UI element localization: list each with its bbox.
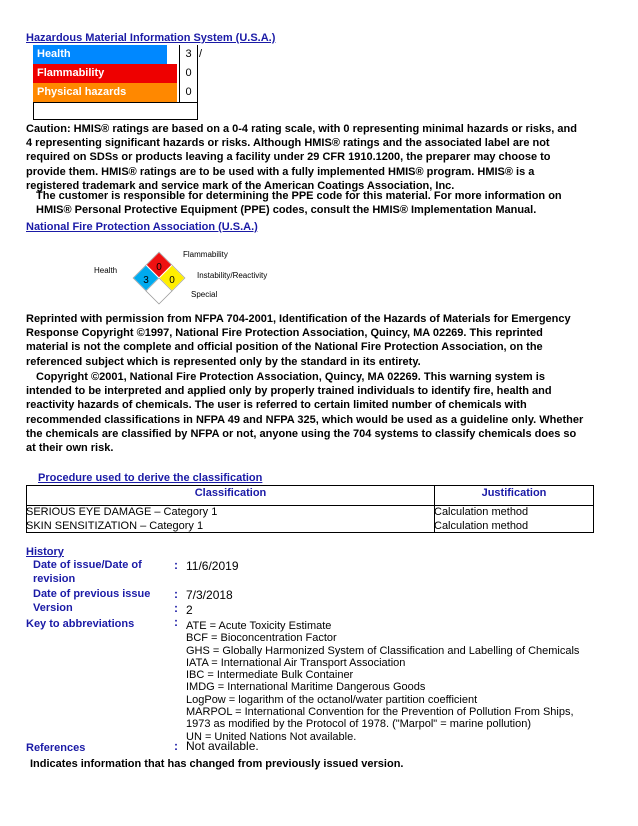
abbr-item: ATE = Acute Toxicity Estimate (186, 620, 332, 632)
hmis-slash: / (199, 48, 203, 60)
hmis-row-health (33, 45, 203, 64)
nfpa-health-value: 3 (143, 275, 149, 286)
abbr-item: IBC = Intermediate Bulk Container (186, 669, 354, 682)
prev-issue-value: 7/3/2018 (186, 588, 233, 602)
version-label: Version (33, 602, 73, 614)
hmis-label-flammability: Flammability (33, 64, 177, 83)
references-value: Not available. (186, 739, 259, 753)
hmis-value-column (179, 45, 198, 102)
changed-info-note: Indicates information that has changed from previously issued version. (30, 758, 404, 770)
hmis-label-health: Health (33, 45, 167, 64)
hmis-value-health: 3 (185, 48, 192, 60)
classification-row-1: SERIOUS EYE DAMAGE – Category 1 (26, 506, 218, 518)
nfpa-heading[interactable]: National Fire Protection Association (U.S.A.) (26, 221, 258, 233)
nfpa-label-flammability: Flammability (183, 250, 228, 259)
abbr-item: LogPow = logarithm of the octanol/water partition coefficient (186, 693, 478, 706)
version-value: 2 (186, 603, 193, 617)
hmis-divider (33, 102, 198, 103)
prev-issue-label: Date of previous issue (33, 588, 151, 600)
hmis-row-flammability (33, 64, 197, 83)
date-issue-label: Date of issue/Date of revision (33, 559, 142, 585)
hmis-ppe-box (33, 102, 198, 120)
references-colon: : (174, 739, 178, 753)
prev-issue-colon: : (174, 587, 178, 601)
justification-row-1: Calculation method (434, 506, 529, 518)
abbr-item: UN = United Nations Not available. (186, 730, 357, 743)
nfpa-label-special: Special (191, 290, 218, 299)
abbr-label: Key to abbreviations (26, 618, 135, 630)
col-header-justification: Justification (481, 487, 547, 499)
date-issue-colon: : (174, 558, 178, 572)
abbr-item: IATA = International Air Transport Association (186, 656, 406, 669)
date-issue-value: 11/6/2019 (186, 559, 239, 573)
procedure-heading[interactable]: Procedure used to derive the classification (38, 472, 263, 484)
abbr-item: MARPOL = International Convention for the Prevention of Pollution From Ships, 1973 as modified by the Protocol of 1978. ("Marpol" = marine pollution) (186, 706, 574, 731)
nfpa-label-instability: Instability/Reactivity (197, 271, 268, 280)
abbr-item: BCF = Bioconcentration Factor (186, 632, 337, 645)
nfpa-diamond-icon (131, 250, 187, 306)
abbr-item: IMDG = International Maritime Dangerous Goods (186, 681, 426, 694)
hmis-value-physical: 0 (185, 86, 192, 98)
classification-row-2: SKIN SENSITIZATION – Category 1 (26, 520, 204, 532)
version-colon: : (174, 601, 178, 615)
hmis-value-flammability: 0 (185, 67, 192, 79)
nfpa-reprinted: Reprinted with permission from NFPA 704-2001, Identification of the Hazards of Materials for Emergency Response Copyright ©1997, National Fire Protection Association, Quincy, MA 02269. This reprinted material is not the complete and official position of the National Fire Protection Association, on the referenced subject which is represented only by the standard in its entirety. (26, 313, 571, 368)
abbr-item: GHS = Globally Harmonized System of Classification and Labelling of Chemicals (186, 644, 580, 657)
hmis-row-physical (33, 83, 197, 102)
hmis-caution: Caution: HMIS® ratings are based on a 0-4 rating scale, with 0 representing minimal hazards or risks, and 4 representing significant hazards or risks. Although HMIS® ratings and the associated label are not required on SDSs or products leaving a facility under 29 CFR 1910.1200, the preparer may choose to provide them. HMIS® ratings are to be used with a fully implemented HMIS® program. HMIS® is a registered trademark and service mark of the American Coatings Association, Inc. (26, 123, 577, 192)
hmis-label-physical: Physical hazards (33, 83, 177, 102)
hmis-heading[interactable]: Hazardous Material Information System (U.S.A.) (26, 32, 276, 44)
col-header-classification: Classification (194, 487, 267, 499)
nfpa-instability-value: 0 (169, 275, 175, 286)
hmis-ppe-note: The customer is responsible for determining the PPE code for this material. For more information on HMIS® Personal Protective Equipment (PPE) codes, consult the HMIS® Implementation Manual. (36, 190, 562, 217)
references-label: References (26, 742, 86, 754)
nfpa-flammability-value: 0 (156, 262, 162, 273)
abbreviations-list (186, 620, 596, 743)
history-heading[interactable]: History (26, 546, 64, 558)
nfpa-label-health: Health (94, 266, 118, 275)
justification-row-2: Calculation method (434, 520, 529, 532)
nfpa-copyright: Copyright ©2001, National Fire Protection Association, Quincy, MA 02269. This warning system is intended to be interpreted and applied only by properly trained individuals to identify fire, health and reactivity hazards of chemicals. The user is referred to certain limited number of chemicals with recommended classifications in NFPA 49 and NFPA 325, which would be used as a guideline only. Whether the chemicals are classified by NFPA or not, anyone using the 704 systems to classify chemicals does so at their own risk. (26, 371, 584, 455)
abbr-colon: : (174, 615, 178, 629)
